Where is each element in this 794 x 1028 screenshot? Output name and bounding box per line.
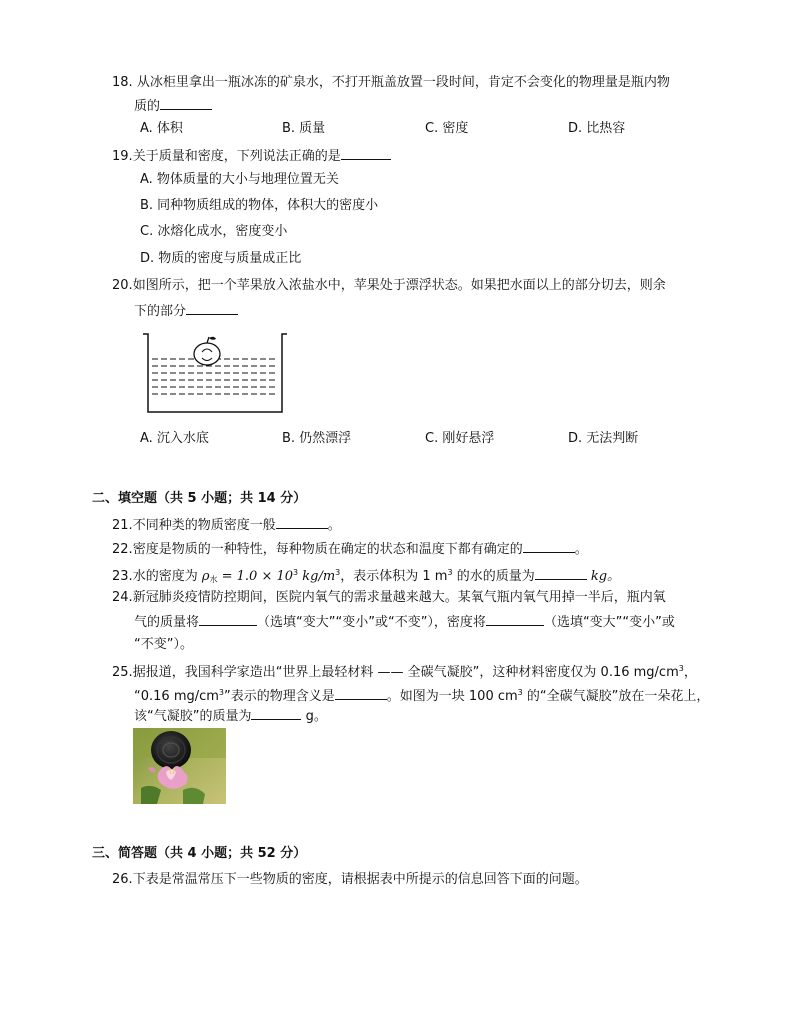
question-text: 新冠肺炎疫情防控期间，医院内氧气的需求量越来越大。某氧气瓶内氧气用掉一半后，瓶内氧: [132, 590, 666, 605]
question-21: [112, 516, 341, 535]
question-25-line-1: [112, 660, 697, 682]
question-text: 质的: [134, 99, 161, 114]
apple-icon: [194, 337, 220, 365]
question-20-line-1: [112, 277, 666, 295]
option-c: C. 密度: [425, 121, 469, 136]
question-text: 气的质量将: [134, 615, 200, 630]
question-text: 不同种类的物质密度一般: [132, 518, 276, 533]
option-c: C. 刚好悬浮: [425, 431, 495, 446]
answer-blank: [160, 97, 212, 110]
question-24-line-3: “不变”）。: [134, 637, 193, 652]
question-25-line-2: [134, 684, 709, 706]
option-b: B. 同种物质组成的物体，体积大的密度小: [140, 198, 379, 213]
section-3-title: 三、简答题（共 4 小题；共 52 分）: [92, 846, 307, 861]
question-22: [112, 540, 588, 559]
option-b: B. 质量: [282, 121, 326, 136]
question-24-line-2: [134, 613, 675, 632]
answer-blank: [535, 567, 587, 580]
question-text: 如图所示，把一个苹果放入浓盐水中，苹果处于漂浮状态。如果把水面以上的部分切去，则余: [132, 278, 666, 293]
question-text: 密度是物质的一种特性，每种物质在确定的状态和温度下都有确定的: [132, 542, 523, 557]
question-text: 从冰柜里拿出一瓶冰冻的矿泉水，不打开瓶盖放置一段时间，肯定不会变化的物理量是瓶内物: [136, 75, 670, 90]
rho-symbol: ρ: [201, 569, 210, 584]
density-unit: kg/m: [298, 569, 336, 584]
option-c: C. 冰熔化成水，密度变小: [140, 224, 288, 239]
question-number: 23.: [112, 569, 133, 584]
exponent: 3: [293, 568, 299, 577]
answer-blank: [523, 540, 575, 553]
answer-blank: [276, 516, 328, 529]
exponent: 3: [678, 664, 684, 673]
question-text: 的水的质量为: [452, 569, 535, 584]
exponent: 3: [335, 568, 341, 577]
punctuation: ，: [683, 665, 697, 680]
question-number: 24.: [112, 590, 133, 605]
question-25-line-3: [134, 707, 327, 726]
question-text: 的“全碳气凝胶”放在一朵花上，: [522, 689, 710, 704]
question-text: 据报道，我国科学家造出“世界上最轻材料 —— 全碳气凝胶”，这种材料密度仅为 0.16 mg/cm: [132, 665, 679, 680]
option-b: B. 仍然漂浮: [282, 431, 352, 446]
question-18-line-2: [134, 97, 212, 116]
question-20-line-2: [134, 302, 238, 321]
density-value: = 1.0 × 10: [217, 569, 294, 584]
answer-blank: [186, 302, 238, 315]
punctuation: 。: [574, 542, 588, 557]
question-text: ”表示的物理含义是: [224, 689, 335, 704]
question-19: [112, 147, 391, 166]
option-a: A. 体积: [140, 121, 183, 136]
question-24-line-1: [112, 589, 666, 607]
question-23: [112, 564, 620, 589]
salt-water-lines: [152, 359, 278, 394]
question-18-line-1: [112, 74, 670, 92]
question-number: 26.: [112, 872, 133, 887]
aerogel-on-flower-photo: [133, 728, 226, 804]
question-text: 该“气凝胶”的质量为: [134, 709, 252, 724]
option-d: D. 物质的密度与质量成正比: [140, 251, 302, 266]
question-text: 下的部分: [134, 304, 187, 319]
exponent: 3: [218, 688, 225, 697]
question-number: 25.: [112, 665, 133, 680]
question-text: “0.16 mg/cm: [134, 689, 219, 704]
answer-blank: [251, 707, 301, 720]
option-a: A. 沉入水底: [140, 431, 209, 446]
option-d: D. 比热容: [568, 121, 626, 136]
question-text: g。: [301, 709, 327, 724]
answer-blank: [199, 613, 257, 626]
apple-in-salt-water-figure: [140, 332, 290, 416]
question-26: [112, 871, 588, 889]
option-a: A. 物体质量的大小与地理位置无关: [140, 172, 339, 187]
question-text: （选填“变大”“变小”或“不变”），密度将: [257, 615, 486, 630]
option-d: D. 无法判断: [568, 431, 639, 446]
question-number: 19.: [112, 149, 133, 164]
exponent: 3: [447, 568, 453, 577]
question-text: ，表示体积为 1 m: [340, 569, 448, 584]
answer-blank: [335, 687, 387, 700]
section-2-title: 二、填空题（共 5 小题；共 14 分）: [92, 491, 307, 506]
question-text: （选填“变大”“变小”或: [543, 615, 675, 630]
question-number: 21.: [112, 518, 133, 533]
question-text: 水的密度为: [132, 569, 198, 584]
question-text: 。如图为一块 100 cm: [386, 689, 518, 704]
question-number: 22.: [112, 542, 133, 557]
answer-blank: [486, 613, 544, 626]
mass-unit: kg。: [586, 569, 621, 584]
question-text: 下表是常温常压下一些物质的密度，请根据表中所提示的信息回答下面的问题。: [132, 872, 588, 887]
question-text: 关于质量和密度，下列说法正确的是: [132, 149, 341, 164]
exponent: 3: [517, 688, 523, 697]
punctuation: 。: [327, 518, 341, 533]
question-number: 20.: [112, 278, 133, 293]
question-number: 18.: [112, 75, 133, 90]
answer-blank: [341, 147, 391, 160]
rho-subscript: 水: [209, 575, 218, 584]
